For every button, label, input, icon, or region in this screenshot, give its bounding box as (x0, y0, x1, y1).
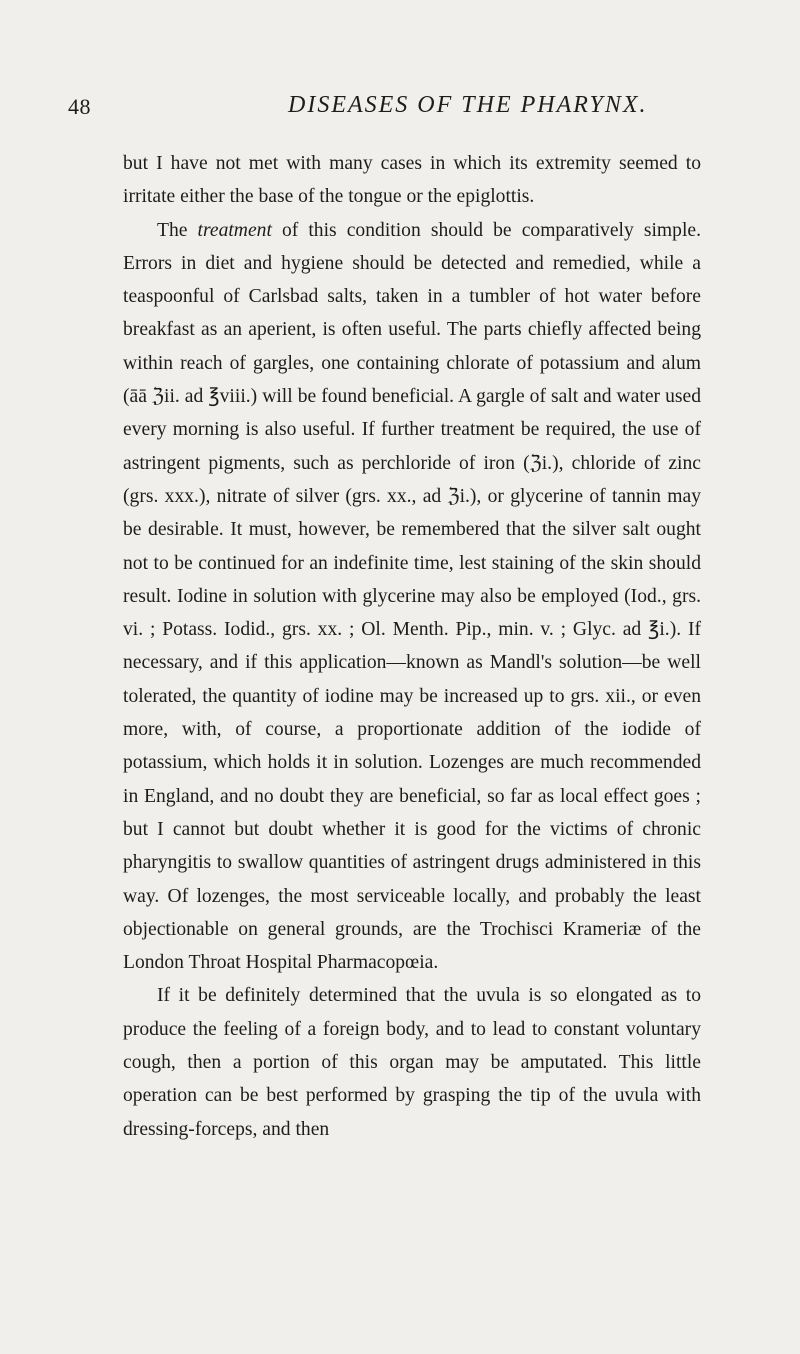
paragraph-body: of this condition should be comparatively simple. Errors in diet and hygiene should be detected and remedied, while a teaspoonful of Carlsbad salts, taken in a tumbler of hot water before breakfast as an aperient, is often useful. The parts chiefly affected being within reach of gargles, one containing chlorate of potassium and alum (āā ℨii. ad ℥viii.) will be found beneficial. A gargle of salt and water used every morning is also useful. If further treatment be required, the use of astringent pigments, such as perchloride of iron (ℨi.), chloride of zinc (grs. xxx.), nitrate of silver (grs. xx., ad ℨi.), or glycerine of tannin may be desirable. It must, however, be remembered that the silver salt ought not to be continued for an indefinite time, lest staining of the skin should result. Iodine in solution with glycerine may also be employed (Iod., grs. vi. ; Potass. Iodid., grs. xx. ; Ol. Menth. Pip., min. v. ; Glyc. ad ℥i.). If necessary, and if this application—known as Mandl's solution—be well tolerated, the quantity of iodine may be increased up to grs. xii., or even more, with, of course, a proportionate addition of the iodide of potassium, which holds it in solution. Lozenges are much recommended in England, and no doubt they are beneficial, so far as local effect goes ; but I cannot but doubt whether it is good for the victims of chronic pharyngitis to swallow quantities of astringent drugs administered in this way. Of lozenges, the most serviceable locally, and probably the least objectionable on general grounds, are the Trochisci Krameriæ of the London Throat Hospital Pharmacopœia. (123, 219, 701, 974)
italic-term: treatment (197, 219, 272, 241)
paragraph-uvula: If it be definitely determined that the uvula is so elongated as to produce the feeling of a foreign body, and to lead to constant voluntary cough, then a portion of this organ may be amputated. This little operation can be best performed by grasping the tip of the uvula with dressing-forceps, and then (123, 985, 701, 1140)
body-text (123, 147, 701, 1146)
paragraph-continued: but I have not met with many cases in which its extremity seemed to irritate either the base of the tongue or the epiglottis. (123, 153, 701, 208)
running-title: DISEASES OF THE PHARYNX. (288, 92, 648, 118)
paragraph-lead: The (157, 219, 198, 241)
paragraph-treatment (123, 214, 701, 980)
page-number: 48 (68, 94, 91, 119)
running-head (0, 84, 800, 124)
